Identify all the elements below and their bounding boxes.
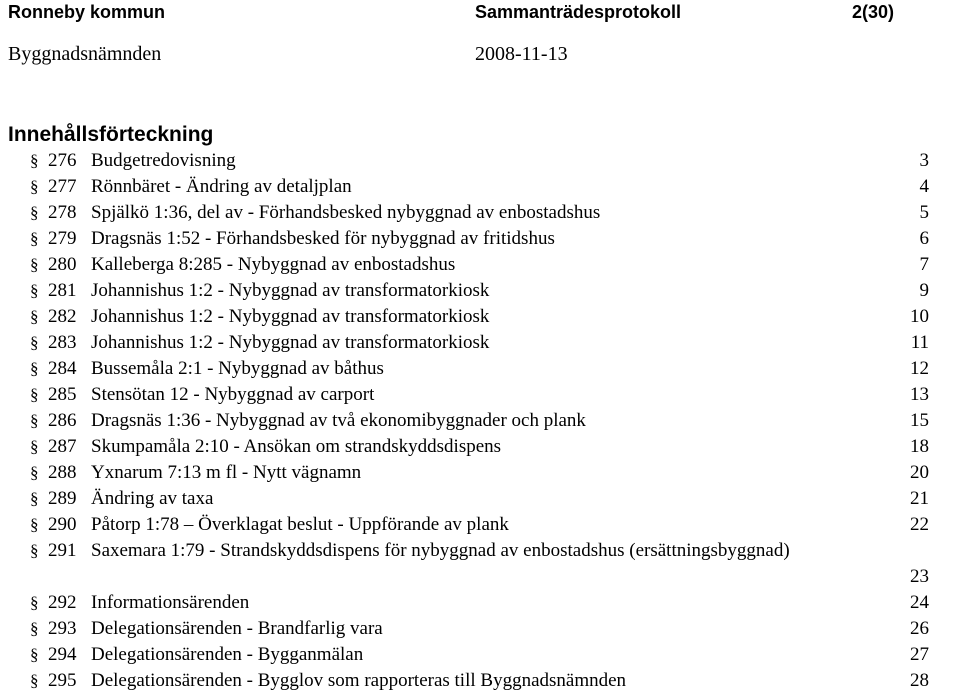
section-sign-icon: § <box>30 385 39 404</box>
toc-entry-page: 21 <box>910 488 929 509</box>
toc-entry-page: 27 <box>910 644 929 665</box>
toc-entry[interactable] <box>0 538 960 590</box>
section-sign-icon: § <box>30 645 39 664</box>
toc-entry-title: Johannishus 1:2 - Nybyggnad av transformatorkiosk <box>91 280 490 301</box>
toc-entry-title: Delegationsärenden - Bygganmälan <box>91 644 364 665</box>
toc-entry-page: 13 <box>910 384 929 405</box>
toc-entry-page: 4 <box>919 176 929 197</box>
toc-entry-number: 276 <box>48 150 77 171</box>
committee-name: Byggnadsnämnden <box>8 43 162 65</box>
toc-entry[interactable] <box>0 174 960 200</box>
header-row-top <box>0 0 960 26</box>
section-sign-icon: § <box>30 593 39 612</box>
toc-entry[interactable] <box>0 616 960 642</box>
toc-entry-number: 281 <box>48 280 77 301</box>
toc-entry-title: Påtorp 1:78 – Överklagat beslut - Uppförande av plank <box>91 514 509 535</box>
section-sign-icon: § <box>30 489 39 508</box>
toc-entry-page: 12 <box>910 358 929 379</box>
toc-entry-number: 290 <box>48 514 77 535</box>
meeting-date: 2008-11-13 <box>475 43 568 65</box>
section-sign-icon: § <box>30 151 39 170</box>
toc-entry-page: 9 <box>919 280 929 301</box>
section-sign-icon: § <box>30 541 39 560</box>
toc-entry[interactable] <box>0 356 960 382</box>
toc-entry-page: 26 <box>910 618 929 639</box>
toc-entry-number: 292 <box>48 592 77 613</box>
toc-entry-title: Dragsnäs 1:52 - Förhandsbesked för nybyggnad av fritidshus <box>91 228 555 249</box>
toc-entry[interactable] <box>0 642 960 668</box>
toc-entry-title: Budgetredovisning <box>91 150 236 171</box>
toc-entry-page: 15 <box>910 410 929 431</box>
document-type: Sammanträdesprotokoll <box>475 2 682 22</box>
toc-entry-page: 18 <box>910 436 929 457</box>
section-sign-icon: § <box>30 359 39 378</box>
table-of-contents <box>0 148 960 694</box>
toc-entry-number: 291 <box>48 540 77 561</box>
toc-entry-number: 293 <box>48 618 77 639</box>
toc-entry[interactable] <box>0 408 960 434</box>
section-sign-icon: § <box>30 463 39 482</box>
toc-entry-number: 295 <box>48 670 77 691</box>
toc-entry[interactable] <box>0 668 960 694</box>
toc-entry-title: Rönnbäret - Ändring av detaljplan <box>91 176 352 197</box>
toc-entry-title: Johannishus 1:2 - Nybyggnad av transformatorkiosk <box>91 306 490 327</box>
toc-entry-page: 20 <box>910 462 929 483</box>
toc-entry-number: 278 <box>48 202 77 223</box>
toc-entry-title: Kalleberga 8:285 - Nybyggnad av enbostadshus <box>91 254 456 275</box>
section-sign-icon: § <box>30 229 39 248</box>
section-sign-icon: § <box>30 515 39 534</box>
toc-entry-number: 279 <box>48 228 77 249</box>
toc-entry-page: 3 <box>919 150 929 171</box>
toc-entry[interactable] <box>0 330 960 356</box>
toc-entry-page: 28 <box>910 670 929 691</box>
toc-entry-page: 5 <box>919 202 929 223</box>
toc-entry[interactable] <box>0 226 960 252</box>
toc-entry-number: 287 <box>48 436 77 457</box>
toc-entry-page: 6 <box>919 228 929 249</box>
section-sign-icon: § <box>30 411 39 430</box>
toc-entry-number: 286 <box>48 410 77 431</box>
toc-entry[interactable] <box>0 278 960 304</box>
toc-entry[interactable] <box>0 434 960 460</box>
page-indicator: 2(30) <box>852 2 895 22</box>
section-sign-icon: § <box>30 307 39 326</box>
section-sign-icon: § <box>30 619 39 638</box>
toc-entry-title: Delegationsärenden - Brandfarlig vara <box>91 618 383 639</box>
toc-entry-number: 289 <box>48 488 77 509</box>
toc-entry-number: 283 <box>48 332 77 353</box>
toc-entry[interactable] <box>0 304 960 330</box>
toc-entry[interactable] <box>0 460 960 486</box>
toc-entry-number: 288 <box>48 462 77 483</box>
toc-entry[interactable] <box>0 486 960 512</box>
toc-entry-number: 294 <box>48 644 77 665</box>
section-sign-icon: § <box>30 281 39 300</box>
toc-entry-page: 11 <box>910 332 929 353</box>
toc-entry-title: Stensötan 12 - Nybyggnad av carport <box>91 384 375 405</box>
toc-entry-title: Informationsärenden <box>91 592 250 613</box>
toc-entry-title: Spjälkö 1:36, del av - Förhandsbesked nybyggnad av enbostadshus <box>91 202 601 223</box>
toc-entry[interactable] <box>0 252 960 278</box>
section-sign-icon: § <box>30 333 39 352</box>
toc-entry-number: 282 <box>48 306 77 327</box>
section-sign-icon: § <box>30 177 39 196</box>
header-row-bottom <box>0 41 960 67</box>
toc-entry-number: 280 <box>48 254 77 275</box>
toc-entry[interactable] <box>0 200 960 226</box>
toc-heading: Innehållsförteckning <box>8 123 214 146</box>
toc-entry-title: Ändring av taxa <box>91 488 214 509</box>
toc-entry-page: 7 <box>919 254 929 275</box>
toc-entry-page: 22 <box>910 514 929 535</box>
toc-entry[interactable] <box>0 590 960 616</box>
toc-entry-title: Saxemara 1:79 - Strandskyddsdispens för nybyggnad av enbostadshus (ersättningsbyggnad) <box>91 540 790 561</box>
toc-entry-page: 10 <box>910 306 929 327</box>
toc-entry-title: Yxnarum 7:13 m fl - Nytt vägnamn <box>91 462 362 483</box>
toc-entry[interactable] <box>0 512 960 538</box>
toc-entry-title: Skumpamåla 2:10 - Ansökan om strandskyddsdispens <box>91 436 502 457</box>
toc-entry-number: 277 <box>48 176 77 197</box>
toc-entry-title: Johannishus 1:2 - Nybyggnad av transformatorkiosk <box>91 332 490 353</box>
toc-entry-title: Bussemåla 2:1 - Nybyggnad av båthus <box>91 358 384 379</box>
section-sign-icon: § <box>30 437 39 456</box>
toc-entry[interactable] <box>0 382 960 408</box>
section-sign-icon: § <box>30 671 39 690</box>
toc-entry-page: 23 <box>910 566 929 587</box>
toc-entry-title: Dragsnäs 1:36 - Nybyggnad av två ekonomibyggnader och plank <box>91 410 586 431</box>
toc-entry[interactable] <box>0 148 960 174</box>
toc-entry-number: 284 <box>48 358 77 379</box>
section-sign-icon: § <box>30 255 39 274</box>
section-sign-icon: § <box>30 203 39 222</box>
toc-entry-title: Delegationsärenden - Bygglov som rapporteras till Byggnadsnämnden <box>91 670 627 691</box>
organization-name: Ronneby kommun <box>8 2 166 22</box>
toc-entry-number: 285 <box>48 384 77 405</box>
toc-entry-page: 24 <box>910 592 929 613</box>
